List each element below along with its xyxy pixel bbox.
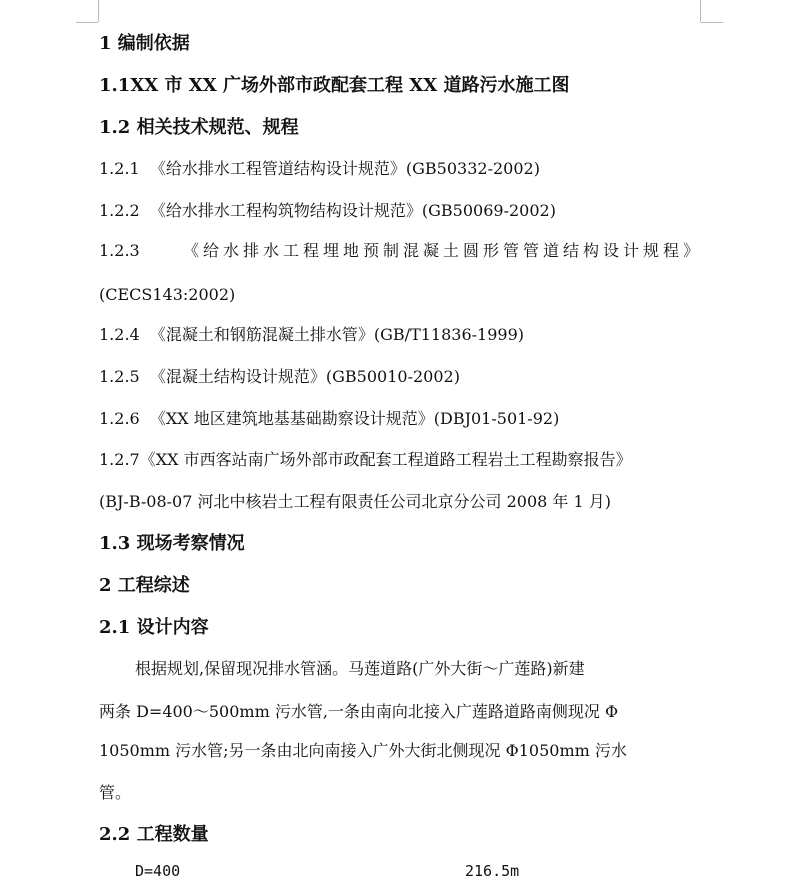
heading-2-2: 2.2 工程数量 [99,824,209,845]
standard-item [99,327,524,343]
standard-item [99,411,559,427]
design-paragraph-line: 管。 [99,783,132,802]
heading-1-3: 1.3 现场考察情况 [99,533,245,554]
standard-item [99,161,540,177]
standard-text: 《给水排水工程构筑物结构设计规范》(GB50069-2002) [149,201,556,220]
quantity-label: D=400 [135,862,181,880]
standard-item [99,452,632,468]
standard-text: 《给水排水工程埋地预制混凝土圆形管管道结构设计规程》 [182,241,703,260]
standard-number: 1.2.3 [99,241,140,260]
standard-continuation: (CECS143:2002) [99,285,236,304]
heading-2-1: 2.1 设计内容 [99,617,209,638]
heading-1-2: 1.2 相关技术规范、规程 [99,117,299,138]
heading-1-1: 1.1XX 市 XX 广场外部市政配套工程 XX 道路污水施工图 [99,75,570,96]
standard-number: 1.2.5 [99,367,140,386]
standard-number: 1.2.4 [99,325,140,344]
standard-item [99,369,460,385]
standard-text: 《混凝土结构设计规范》(GB50010-2002) [149,367,460,386]
standard-text: 《混凝土和钢筋混凝土排水管》(GB/T11836-1999) [149,325,525,344]
standard-number: 1.2.2 [99,201,140,220]
quantity-value: 216.5m [465,862,520,880]
standard-continuation: (BJ-B-08-07 河北中核岩土工程有限责任公司北京分公司 2008 年 1 月) [99,492,611,511]
crop-mark-top-right-horizontal [701,22,723,23]
standard-text: 《XX 地区建筑地基基础勘察设计规范》(DBJ01-501-92) [149,409,560,428]
design-paragraph-line: 根据规划,保留现况排水管涵。马莲道路(广外大街～广莲路)新建 [135,659,585,678]
design-paragraph-line: 两条 D=400～500mm 污水管,一条由南向北接入广莲路道路南侧现况 Φ [99,702,619,721]
standard-number: 1.2.6 [99,409,140,428]
crop-mark-top-left-horizontal [76,22,98,23]
design-paragraph-line: 1050mm 污水管;另一条由北向南接入广外大街北侧现况 Φ1050mm 污水 [99,741,627,760]
crop-mark-top-right-vertical [700,0,701,22]
standard-text: 《给水排水工程管道结构设计规范》(GB50332-2002) [149,159,540,178]
crop-mark-top-left-vertical [98,0,99,22]
standard-number: 1.2.7 [99,450,140,469]
heading-2: 2 工程综述 [99,575,190,596]
heading-1: 1 编制依据 [99,33,190,54]
standard-number: 1.2.1 [99,159,140,178]
standard-item [99,243,703,259]
standard-item [99,203,556,219]
standard-text: 《XX 市西客站南广场外部市政配套工程道路工程岩土工程勘察报告》 [139,450,632,469]
